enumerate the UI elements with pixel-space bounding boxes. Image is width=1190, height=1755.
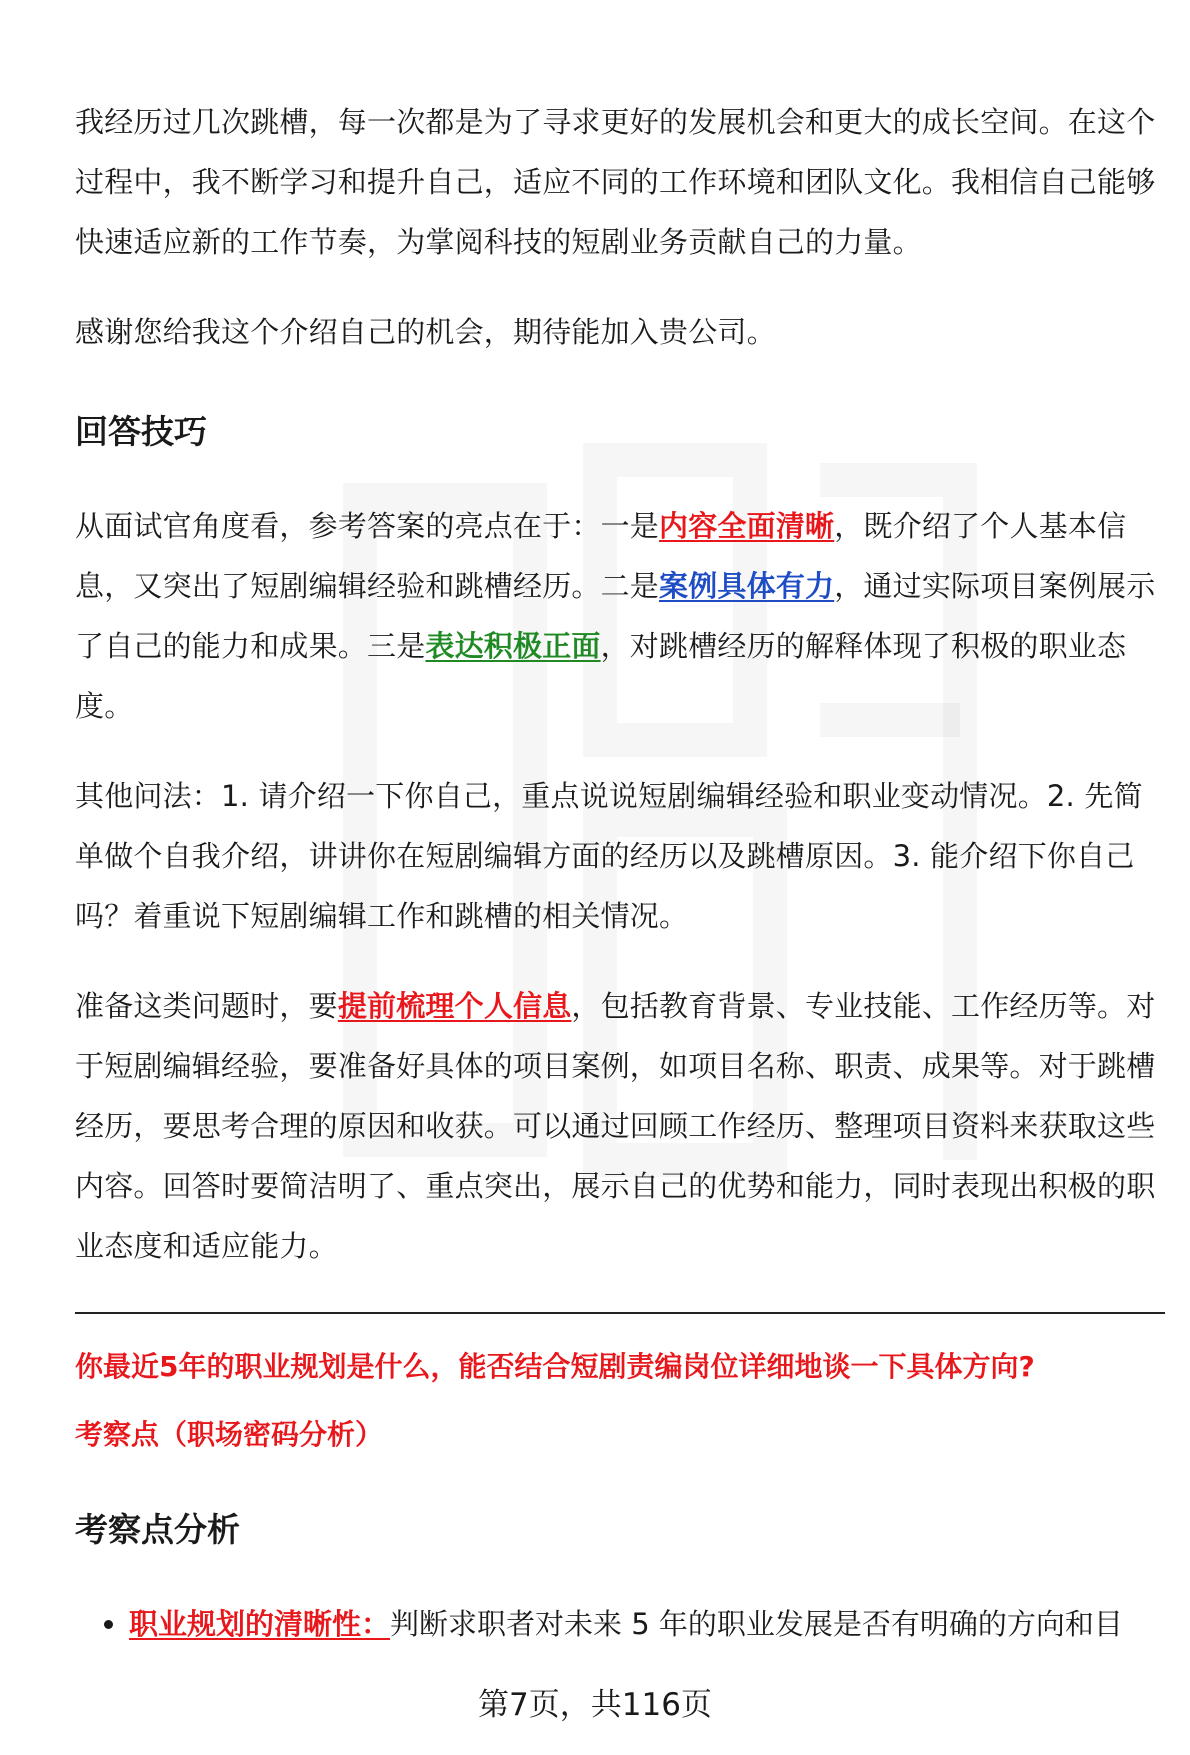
tips-paragraph-3 bbox=[75, 976, 1165, 1276]
tips-paragraph-2: 其他问法：1. 请介绍一下你自己，重点说说短剧编辑经验和职业变动情况。2. 先简单做个自我介绍，讲讲你在短剧编辑方面的经历以及跳槽原因。3. 能介绍下你自己吗？着重说下短剧编辑工作和跳槽的相关情况。 bbox=[75, 779, 1143, 933]
tips-p1-text-3: ，通过实际项目案例展示了自己的能力和成果。三是 bbox=[75, 569, 1156, 663]
section-divider bbox=[75, 1312, 1165, 1314]
tips-p1-text-2: ，既介绍了个人基本信息，又突出了短剧编辑经验和跳槽经历。二是 bbox=[75, 509, 1127, 603]
tips-p1-text-1: 从面试官角度看，参考答案的亮点在于：一是 bbox=[75, 509, 660, 543]
tips-p3-text-1: 准备这类问题时，要 bbox=[75, 989, 338, 1023]
analysis-heading: 考察点分析 bbox=[75, 1510, 240, 1549]
highlight-content-clear: 内容全面清晰 bbox=[659, 509, 835, 543]
page-number: 第7页，共116页 bbox=[478, 1687, 712, 1723]
question-title: 你最近5年的职业规划是什么，能否结合短剧责编岗位详细地谈一下具体方向? bbox=[75, 1350, 1035, 1383]
document-page bbox=[75, 92, 1165, 1654]
point-text: 判断求职者对未来 5 年的职业发展是否有明确的方向和目 bbox=[390, 1607, 1123, 1641]
list-item bbox=[129, 1594, 1165, 1654]
intro-paragraph-2: 感谢您给我这个介绍自己的机会，期待能加入贵公司。 bbox=[75, 315, 776, 349]
analysis-points-list bbox=[75, 1594, 1165, 1654]
highlight-case-concrete: 案例具体有力 bbox=[659, 569, 835, 603]
tips-p1-text-4: ，对跳槽经历的解释体现了积极的职业态度。 bbox=[75, 629, 1127, 723]
point-label: 职业规划的清晰性： bbox=[129, 1607, 391, 1641]
tips-p3-text-2: ，包括教育背景、专业技能、工作经历等。对于短剧编辑经验，要准备好具体的项目案例，如项目名称、职责、成果等。对于跳槽经历，要思考合理的原因和收获。可以通过回顾工作经历、整理项目资料来获取这些内容。回答时要简洁明了、重点突出，展示自己的优势和能力，同时表现出积极的职业态度和适应能力。 bbox=[75, 989, 1156, 1263]
tips-paragraph-1 bbox=[75, 496, 1165, 736]
examine-point-link[interactable]: 考察点（职场密码分析） bbox=[75, 1418, 384, 1451]
tips-heading: 回答技巧 bbox=[75, 412, 207, 451]
highlight-positive-expression: 表达积极正面 bbox=[425, 629, 601, 663]
highlight-organize-info: 提前梳理个人信息 bbox=[337, 989, 572, 1023]
intro-paragraph-1: 我经历过几次跳槽，每一次都是为了寻求更好的发展机会和更大的成长空间。在这个过程中，我不断学习和提升自己，适应不同的工作环境和团队文化。我相信自己能够快速适应新的工作节奏，为掌阅科技的短剧业务贡献自己的力量。 bbox=[75, 105, 1156, 259]
